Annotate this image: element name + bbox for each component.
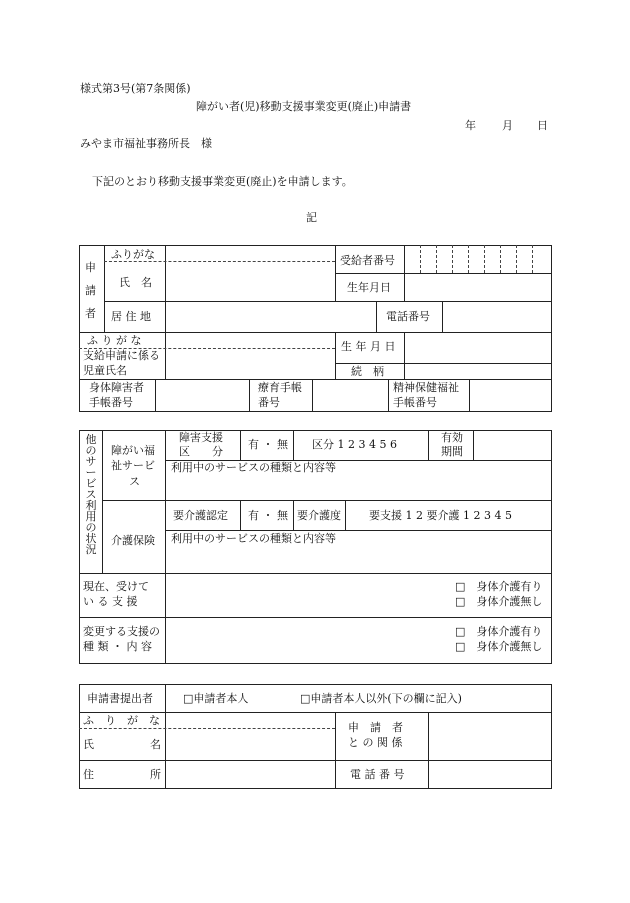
physical-cert-label-2: 手帳番号 bbox=[89, 396, 133, 409]
addressee: みやま市福祉事務所長 様 bbox=[80, 137, 212, 150]
care-insurance-label: 介護保険 bbox=[111, 534, 155, 547]
services-side-text: 他 の サ ー ビ ス 利 用 の 状 況 bbox=[85, 433, 97, 556]
submitter-address-label-a: 住 bbox=[83, 768, 94, 781]
welfare-label-3: ス bbox=[129, 475, 140, 488]
change-support-option-no[interactable]: □ 身体介護無し bbox=[455, 640, 543, 653]
valid-period-label-1: 有効 bbox=[441, 431, 463, 444]
care-usage-label: 利用中のサービスの種類と内容等 bbox=[171, 532, 336, 545]
support-category-label-1: 障害支援 bbox=[179, 431, 223, 444]
submitter-name-label-a: 氏 bbox=[83, 738, 94, 751]
date-day: 日 bbox=[537, 119, 548, 132]
child-furigana-label: ふ り が な bbox=[87, 334, 142, 347]
submitter-address-label-b: 所 bbox=[150, 768, 161, 781]
change-support-label-1: 変更する支援の bbox=[83, 625, 160, 638]
welfare-label-1: 障がい福 bbox=[111, 444, 155, 457]
change-support-label-2: 種 類 ・ 内 容 bbox=[83, 640, 152, 653]
submitter-other-option[interactable]: □申請者本人以外(下の欄に記入) bbox=[300, 692, 462, 705]
applicant-table bbox=[79, 245, 552, 412]
submitter-label: 申請書提出者 bbox=[87, 692, 153, 705]
care-cert-label: 要介護認定 bbox=[173, 509, 228, 522]
care-scale: 要支援 1 2 要介護 1 2 3 4 5 bbox=[369, 509, 512, 522]
submitter-self-option[interactable]: □申請者本人 bbox=[183, 692, 249, 705]
relation-label: 続 柄 bbox=[351, 365, 384, 378]
intro-text: 下記のとおり移動支援事業変更(廃止)を申請します。 bbox=[92, 175, 353, 188]
date-year: 年 bbox=[465, 119, 476, 132]
submitter-furigana-label: ふ り が な bbox=[83, 714, 160, 727]
furigana-label: ふりがな bbox=[111, 248, 155, 261]
welfare-usage-label: 利用中のサービスの種類と内容等 bbox=[171, 461, 336, 474]
form-number: 様式第3号(第7条関係) bbox=[80, 82, 191, 95]
current-support-label-1: 現在、受けて bbox=[83, 580, 149, 593]
ryoiku-cert-label-2: 番号 bbox=[258, 396, 280, 409]
name-label: 氏 名 bbox=[119, 276, 152, 289]
change-support-option-yes[interactable]: □ 身体介護有り bbox=[455, 625, 543, 638]
submitter-relation-label-1: 申 請 者 bbox=[348, 721, 403, 734]
ki-mark: 記 bbox=[306, 211, 317, 224]
welfare-label-2: 祉サービ bbox=[111, 459, 155, 472]
care-yes-no: 有 ・ 無 bbox=[248, 509, 288, 522]
recipient-number-label: 受給者番号 bbox=[340, 254, 395, 267]
address-label: 居 住 地 bbox=[111, 310, 151, 323]
current-support-option-yes[interactable]: □ 身体介護有り bbox=[455, 580, 543, 593]
care-level-label: 要介護度 bbox=[297, 509, 341, 522]
applicant-side-3: 者 bbox=[85, 307, 96, 320]
applicant-side-2: 請 bbox=[85, 284, 96, 297]
support-category-label-2: 区 分 bbox=[179, 445, 223, 458]
physical-cert-label-1: 身体障害者 bbox=[89, 381, 144, 394]
ryoiku-cert-label-1: 療育手帳 bbox=[258, 381, 302, 394]
mental-cert-label-2: 手帳番号 bbox=[393, 396, 437, 409]
child-name-label-2: 児童氏名 bbox=[83, 364, 127, 377]
form-title: 障がい者(児)移動支援事業変更(廃止)申請書 bbox=[196, 100, 412, 113]
current-support-label-2: い る 支 援 bbox=[83, 595, 138, 608]
child-name-label-1: 支給申請に係る bbox=[83, 349, 160, 362]
valid-period-label-2: 期間 bbox=[441, 445, 463, 458]
support-yes-no: 有 ・ 無 bbox=[248, 438, 288, 451]
applicant-side-1: 申 bbox=[85, 261, 96, 274]
child-birthdate-label: 生 年 月 日 bbox=[341, 340, 396, 353]
submitter-name-label-b: 名 bbox=[150, 738, 161, 751]
submitter-phone-label: 電 話 番 号 bbox=[350, 768, 405, 781]
category-scale: 区分 1 2 3 4 5 6 bbox=[312, 438, 397, 451]
phone-label: 電話番号 bbox=[386, 310, 430, 323]
birthdate-label: 生年月日 bbox=[347, 281, 391, 294]
mental-cert-label-1: 精神保健福祉 bbox=[393, 381, 459, 394]
current-support-option-no[interactable]: □ 身体介護無し bbox=[455, 595, 543, 608]
submitter-relation-label-2: と の 関 係 bbox=[348, 736, 403, 749]
date-month: 月 bbox=[502, 119, 513, 132]
